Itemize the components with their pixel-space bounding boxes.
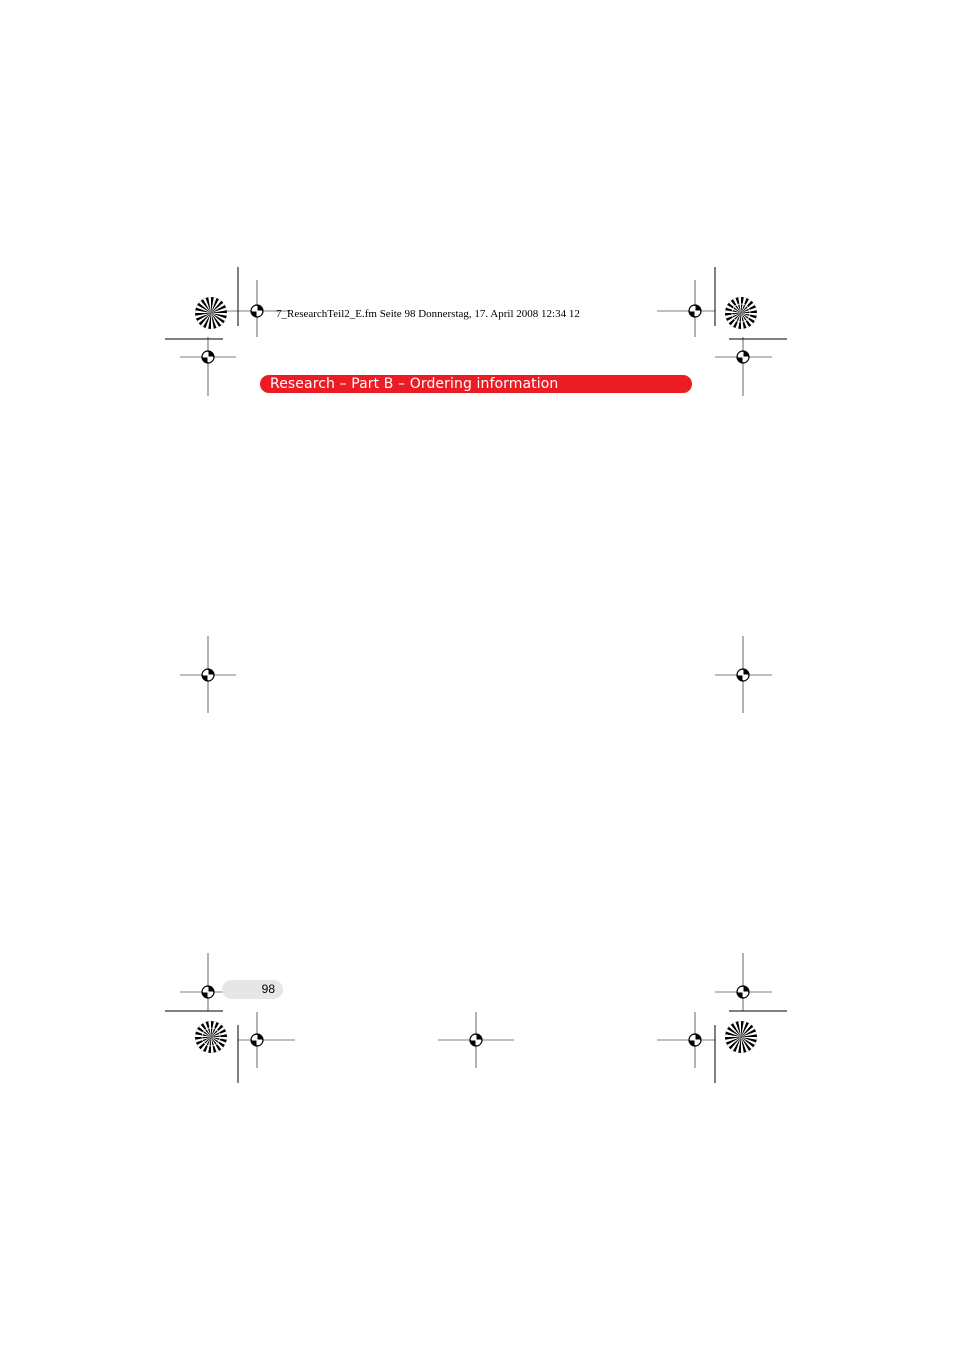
crosshair-circle-icon — [470, 1034, 482, 1046]
crosshair-circle-icon — [737, 986, 749, 998]
section-header-title: Research – Part B – Ordering information — [270, 376, 559, 392]
section-header-bar — [260, 375, 692, 393]
crosshair-circle-icon — [202, 351, 214, 363]
crosshair-circle-icon — [689, 305, 701, 317]
page-number: 98 — [261, 982, 275, 996]
crosshair-circle-icon — [251, 305, 263, 317]
crosshair-circle-icon — [737, 669, 749, 681]
registration-marks — [180, 280, 772, 1068]
crosshair-circle-icon — [202, 986, 214, 998]
page-number-tab — [222, 980, 283, 999]
crosshair-circle-icon — [251, 1034, 263, 1046]
crosshair-circle-icon — [202, 669, 214, 681]
slug-line: 7_ResearchTeil2_E.fm Seite 98 Donnerstag, 17. April 2008 12:34 12 — [276, 308, 580, 320]
crosshair-circle-icon — [737, 351, 749, 363]
crosshair-circle-icon — [689, 1034, 701, 1046]
